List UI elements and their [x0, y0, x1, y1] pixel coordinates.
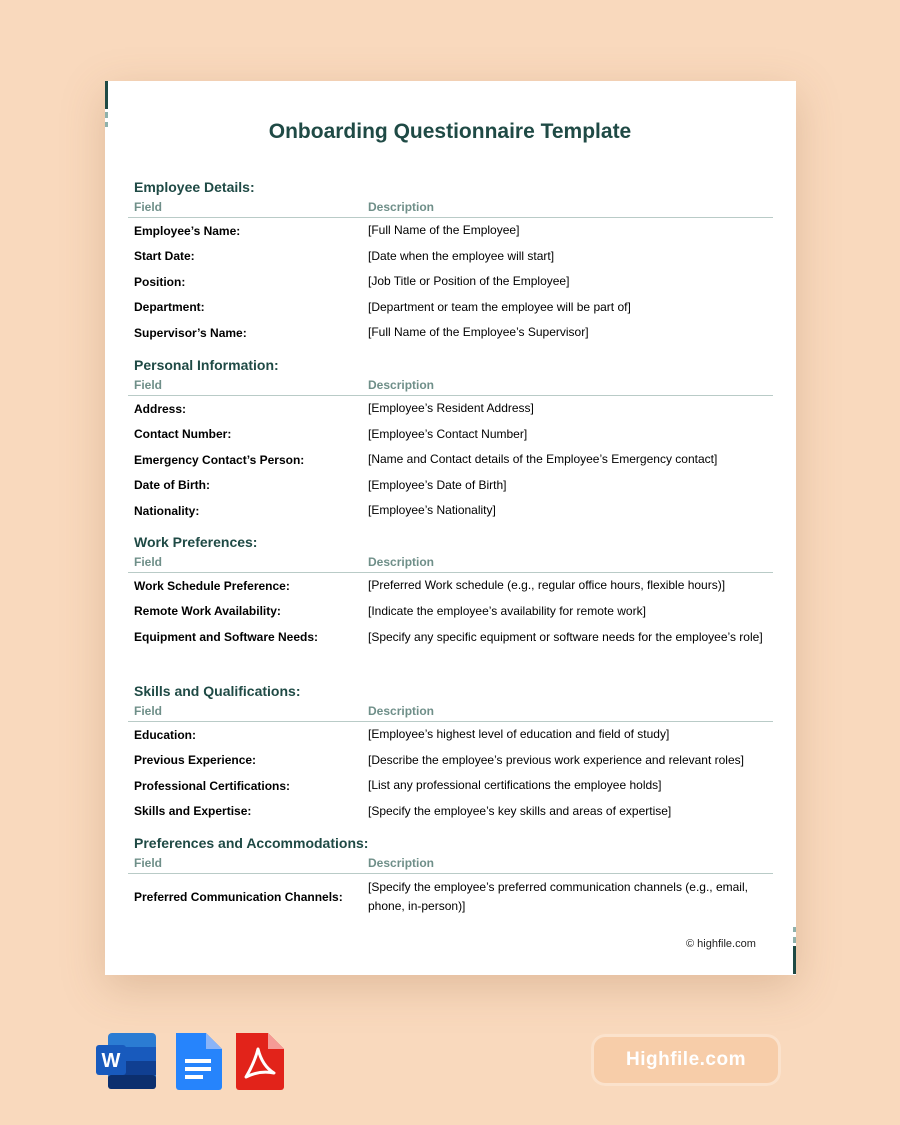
table-row	[128, 573, 773, 599]
field-label: Position:	[134, 274, 186, 289]
field-column-header: Field	[134, 200, 163, 214]
table-header	[128, 552, 773, 573]
field-description: [Preferred Work schedule (e.g., regular office hours, flexible hours)]	[368, 578, 726, 593]
table-row	[128, 799, 773, 825]
table-row	[128, 396, 773, 422]
field-column-header: Field	[134, 856, 163, 870]
table-row	[128, 269, 773, 295]
field-description: [Full Name of the Employee]	[368, 223, 520, 238]
table-row	[128, 320, 773, 346]
table-row	[128, 874, 773, 916]
section-work-preferences	[128, 532, 773, 647]
field-description: [List any professional certifications the employee holds]	[368, 778, 662, 793]
field-description: [Employee’s highest level of education and field of study]	[368, 727, 670, 742]
copyright-note: © highfile.com	[686, 938, 756, 950]
field-description: [Specify any specific equipment or software needs for the employee’s role]	[368, 630, 763, 644]
table-row	[128, 295, 773, 321]
section-title: Personal Information:	[134, 357, 279, 373]
table-header	[128, 701, 773, 722]
field-label: Supervisor’s Name:	[134, 325, 247, 340]
section-title: Preferences and Accommodations:	[134, 835, 369, 851]
table-header	[128, 197, 773, 218]
section-preferences-accommodations	[128, 833, 773, 916]
corner-accent	[793, 937, 796, 943]
field-column-header: Field	[134, 704, 163, 718]
page-title: Onboarding Questionnaire Template	[268, 120, 632, 143]
table-row	[128, 498, 773, 524]
table-row	[128, 218, 773, 244]
field-description: [Full Name of the Employee’s Supervisor]	[368, 325, 589, 340]
table-header	[128, 375, 773, 396]
table-row	[128, 599, 773, 625]
word-icon[interactable]	[94, 1031, 158, 1091]
section-title: Employee Details:	[134, 179, 255, 195]
field-label: Work Schedule Preference:	[134, 578, 290, 593]
table-row	[128, 473, 773, 499]
field-label: Previous Experience:	[134, 753, 257, 768]
table-row	[128, 773, 773, 799]
field-label: Remote Work Availability:	[134, 604, 281, 619]
table-row	[128, 447, 773, 473]
field-label: Skills and Expertise:	[134, 804, 252, 819]
corner-accent	[793, 946, 796, 974]
field-column-header: Field	[134, 555, 163, 569]
field-description: [Employee’s Nationality]	[368, 503, 496, 518]
corner-accent	[793, 927, 796, 932]
pdf-icon[interactable]	[232, 1031, 292, 1091]
description-column-header: Description	[368, 378, 435, 392]
field-description: [Employee’s Resident Address]	[368, 401, 534, 416]
table-header	[128, 853, 773, 874]
description-column-header: Description	[368, 704, 435, 718]
field-description: [Job Title or Position of the Employee]	[368, 274, 570, 289]
description-column-header: Description	[368, 200, 435, 214]
table-row	[128, 722, 773, 748]
field-label: Employee’s Name:	[134, 223, 241, 238]
field-label: Preferred Communication Channels:	[134, 890, 343, 904]
field-description: [Indicate the employee’s availability for remote work]	[368, 603, 646, 618]
field-description: [Employee’s Date of Birth]	[368, 477, 507, 492]
field-label: Education:	[134, 727, 196, 742]
field-label: Start Date:	[134, 249, 195, 264]
field-description: [Employee’s Contact Number]	[368, 426, 528, 441]
section-skills-qualifications	[128, 681, 773, 824]
table-row	[128, 748, 773, 774]
field-label: Address:	[134, 401, 187, 416]
field-label: Emergency Contact’s Person:	[134, 452, 305, 467]
google-docs-icon[interactable]	[170, 1031, 230, 1091]
section-title: Skills and Qualifications:	[134, 683, 301, 699]
field-label: Nationality:	[134, 503, 200, 518]
brand-label: Highfile.com	[625, 1049, 746, 1070]
field-label: Department:	[134, 300, 205, 315]
field-label: Date of Birth:	[134, 478, 210, 493]
table-row	[128, 624, 773, 647]
field-label: Professional Certifications:	[134, 778, 291, 793]
section-title: Work Preferences:	[134, 534, 258, 550]
table-row	[128, 422, 773, 448]
brand-badge[interactable]	[591, 1034, 781, 1086]
field-description: [Specify the employee’s key skills and areas of expertise]	[368, 803, 672, 818]
field-label: Contact Number:	[134, 427, 232, 442]
field-description: [Describe the employee’s previous work experience and relevant roles]	[368, 752, 744, 767]
file-format-icons	[94, 1031, 292, 1091]
table-row	[128, 244, 773, 270]
field-column-header: Field	[134, 378, 163, 392]
description-column-header: Description	[368, 555, 435, 569]
corner-accent	[105, 112, 108, 118]
section-personal-information	[128, 355, 773, 524]
svg-text:W: W	[101, 1050, 121, 1072]
field-description: [Date when the employee will start]	[368, 248, 555, 263]
field-description: [Specify the employee’s preferred communication channels (e.g., email, phone, in-person)]	[368, 880, 748, 913]
description-column-header: Description	[368, 856, 435, 870]
field-label: Equipment and Software Needs:	[134, 630, 319, 644]
field-description: [Department or team the employee will be part of]	[368, 299, 631, 314]
corner-accent	[105, 81, 108, 109]
section-employee-details	[128, 177, 773, 346]
field-description: [Name and Contact details of the Employee’s Emergency contact]	[368, 452, 718, 467]
